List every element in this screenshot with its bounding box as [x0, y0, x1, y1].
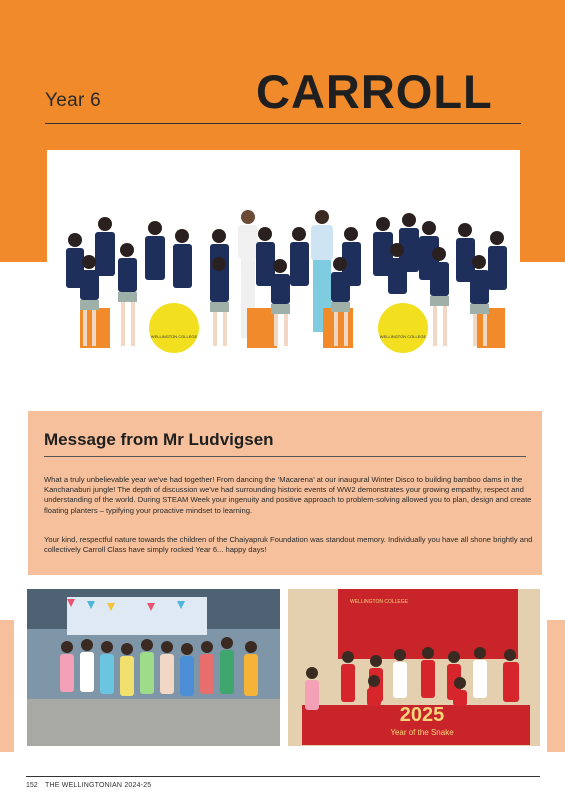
peach-accent-right [547, 620, 565, 752]
sign-text-right: WELLINGTON COLLEGE [379, 334, 427, 339]
chinese-new-year-illustration [288, 589, 540, 746]
message-paragraph-2: Your kind, respectful nature towards the children of the Chaiyapruk Foundation was standout memory. Individually you have all shone brightly and collectively Carroll Class have simply rocked Year 6... happy days! [44, 535, 533, 555]
orange-side-strip [520, 0, 565, 262]
header-divider [45, 123, 521, 124]
cny-caption-text: Year of the Snake [390, 728, 454, 737]
message-divider [44, 456, 526, 457]
message-title: Message from Mr Ludvigsen [44, 430, 274, 449]
class-title: CARROLL [256, 65, 493, 118]
message-paragraph-1: What a truly unbelievable year we've had together! From dancing the ‘Macarena’ at our inaugural Winter Disco to building bamboo dams in the Kanchanaburi jungle! The depth of discussion we've had surrounding historic events of WW2 demonstrates your growing empathy, respect and understanding of the world. During STEAM Week your ingenuity and positive approach to problem-solving allowed you to plan, design and create floating planters – typifying your proactive mindset to learning. [44, 475, 532, 515]
year-label: Year 6 [45, 90, 102, 111]
cny-year-text: 2025 [399, 704, 445, 726]
footer-publication: THE WELLINGTONIAN 2024-25 [45, 782, 152, 789]
winter-disco-photo [27, 589, 280, 746]
class-photo-illustration [47, 150, 520, 390]
peach-accent-left [0, 620, 14, 752]
chinese-new-year-photo [288, 589, 540, 746]
footer-page-number: 152 [26, 782, 38, 789]
winter-disco-illustration [27, 589, 280, 746]
sign-text-left: WELLINGTON COLLEGE [150, 334, 198, 339]
footer-divider [26, 776, 540, 777]
class-photo [47, 150, 520, 390]
cny-college-text: WELLINGTON COLLEGE [350, 599, 408, 605]
teacher-message-box [28, 411, 542, 575]
